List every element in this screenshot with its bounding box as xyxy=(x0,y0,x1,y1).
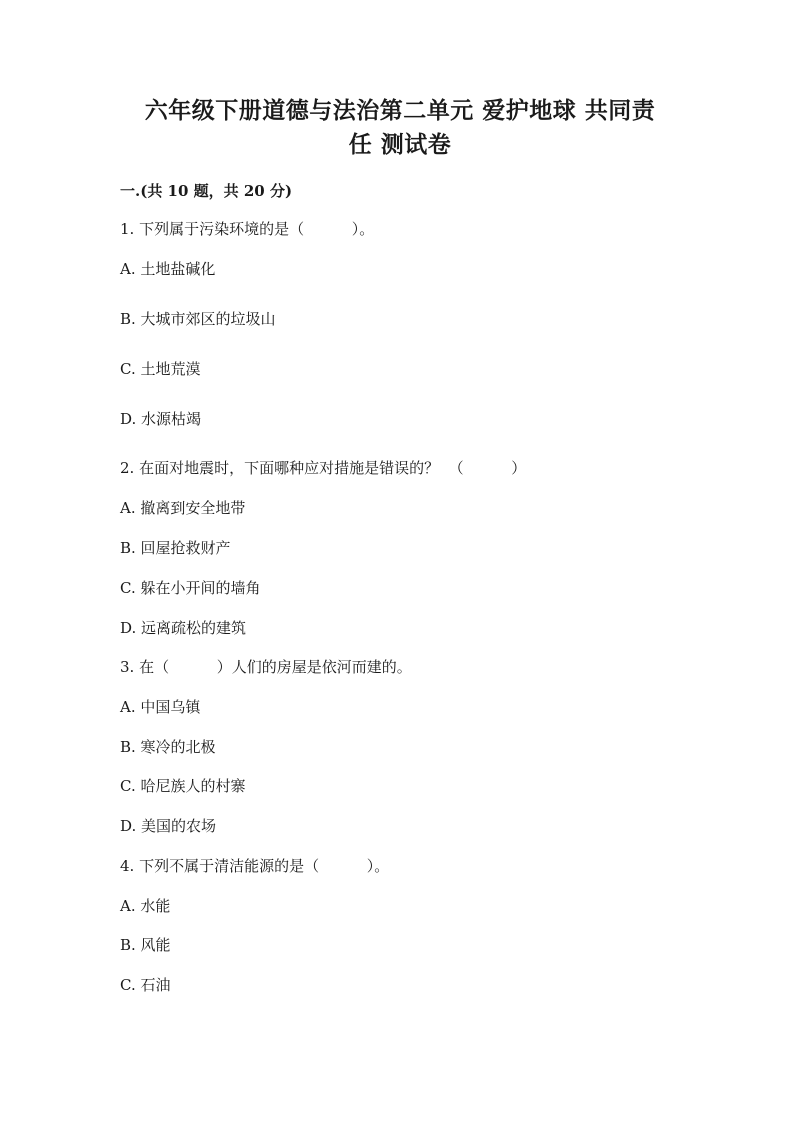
question-1-option-d: D. 水源枯竭 xyxy=(120,410,202,428)
question-1-option-a: A. 土地盐碱化 xyxy=(120,260,216,278)
title-line-1: 六年级下册道德与法治第二单元 爱护地球 共同责 xyxy=(144,97,656,124)
question-4-option-a: A. 水能 xyxy=(120,897,171,915)
question-4-stem: 4. 下列不属于清洁能源的是（ ）。 xyxy=(120,857,390,875)
question-3-option-b: B. 寒冷的北极 xyxy=(120,738,216,756)
question-2-option-a: A. 撤离到安全地带 xyxy=(120,499,246,517)
question-1-stem: 1. 下列属于污染环境的是（ ）。 xyxy=(120,220,375,238)
question-3-option-c: C. 哈尼族人的村寨 xyxy=(120,777,246,795)
title-line-2: 任 测试卷 xyxy=(348,131,452,158)
question-4-option-b: B. 风能 xyxy=(120,936,171,954)
question-1-option-c: C. 土地荒漠 xyxy=(120,360,201,378)
question-3-stem: 3. 在（ ）人们的房屋是依河而建的。 xyxy=(120,658,412,676)
question-2-option-d: D. 远离疏松的建筑 xyxy=(120,619,247,637)
section-header: 一.(共 10 题，共 20 分) xyxy=(120,182,293,200)
question-3-option-d: D. 美国的农场 xyxy=(120,817,217,835)
page-title xyxy=(120,94,680,162)
question-2-option-c: C. 躲在小开间的墙角 xyxy=(120,579,261,597)
question-1-option-b: B. 大城市郊区的垃圾山 xyxy=(120,310,276,328)
question-2-option-b: B. 回屋抢救财产 xyxy=(120,539,231,557)
question-3-option-a: A. 中国乌镇 xyxy=(120,698,201,716)
question-4-option-c: C. 石油 xyxy=(120,976,171,994)
question-2-stem: 2. 在面对地震时，下面哪种应对措施是错误的？ （ ） xyxy=(120,459,527,477)
